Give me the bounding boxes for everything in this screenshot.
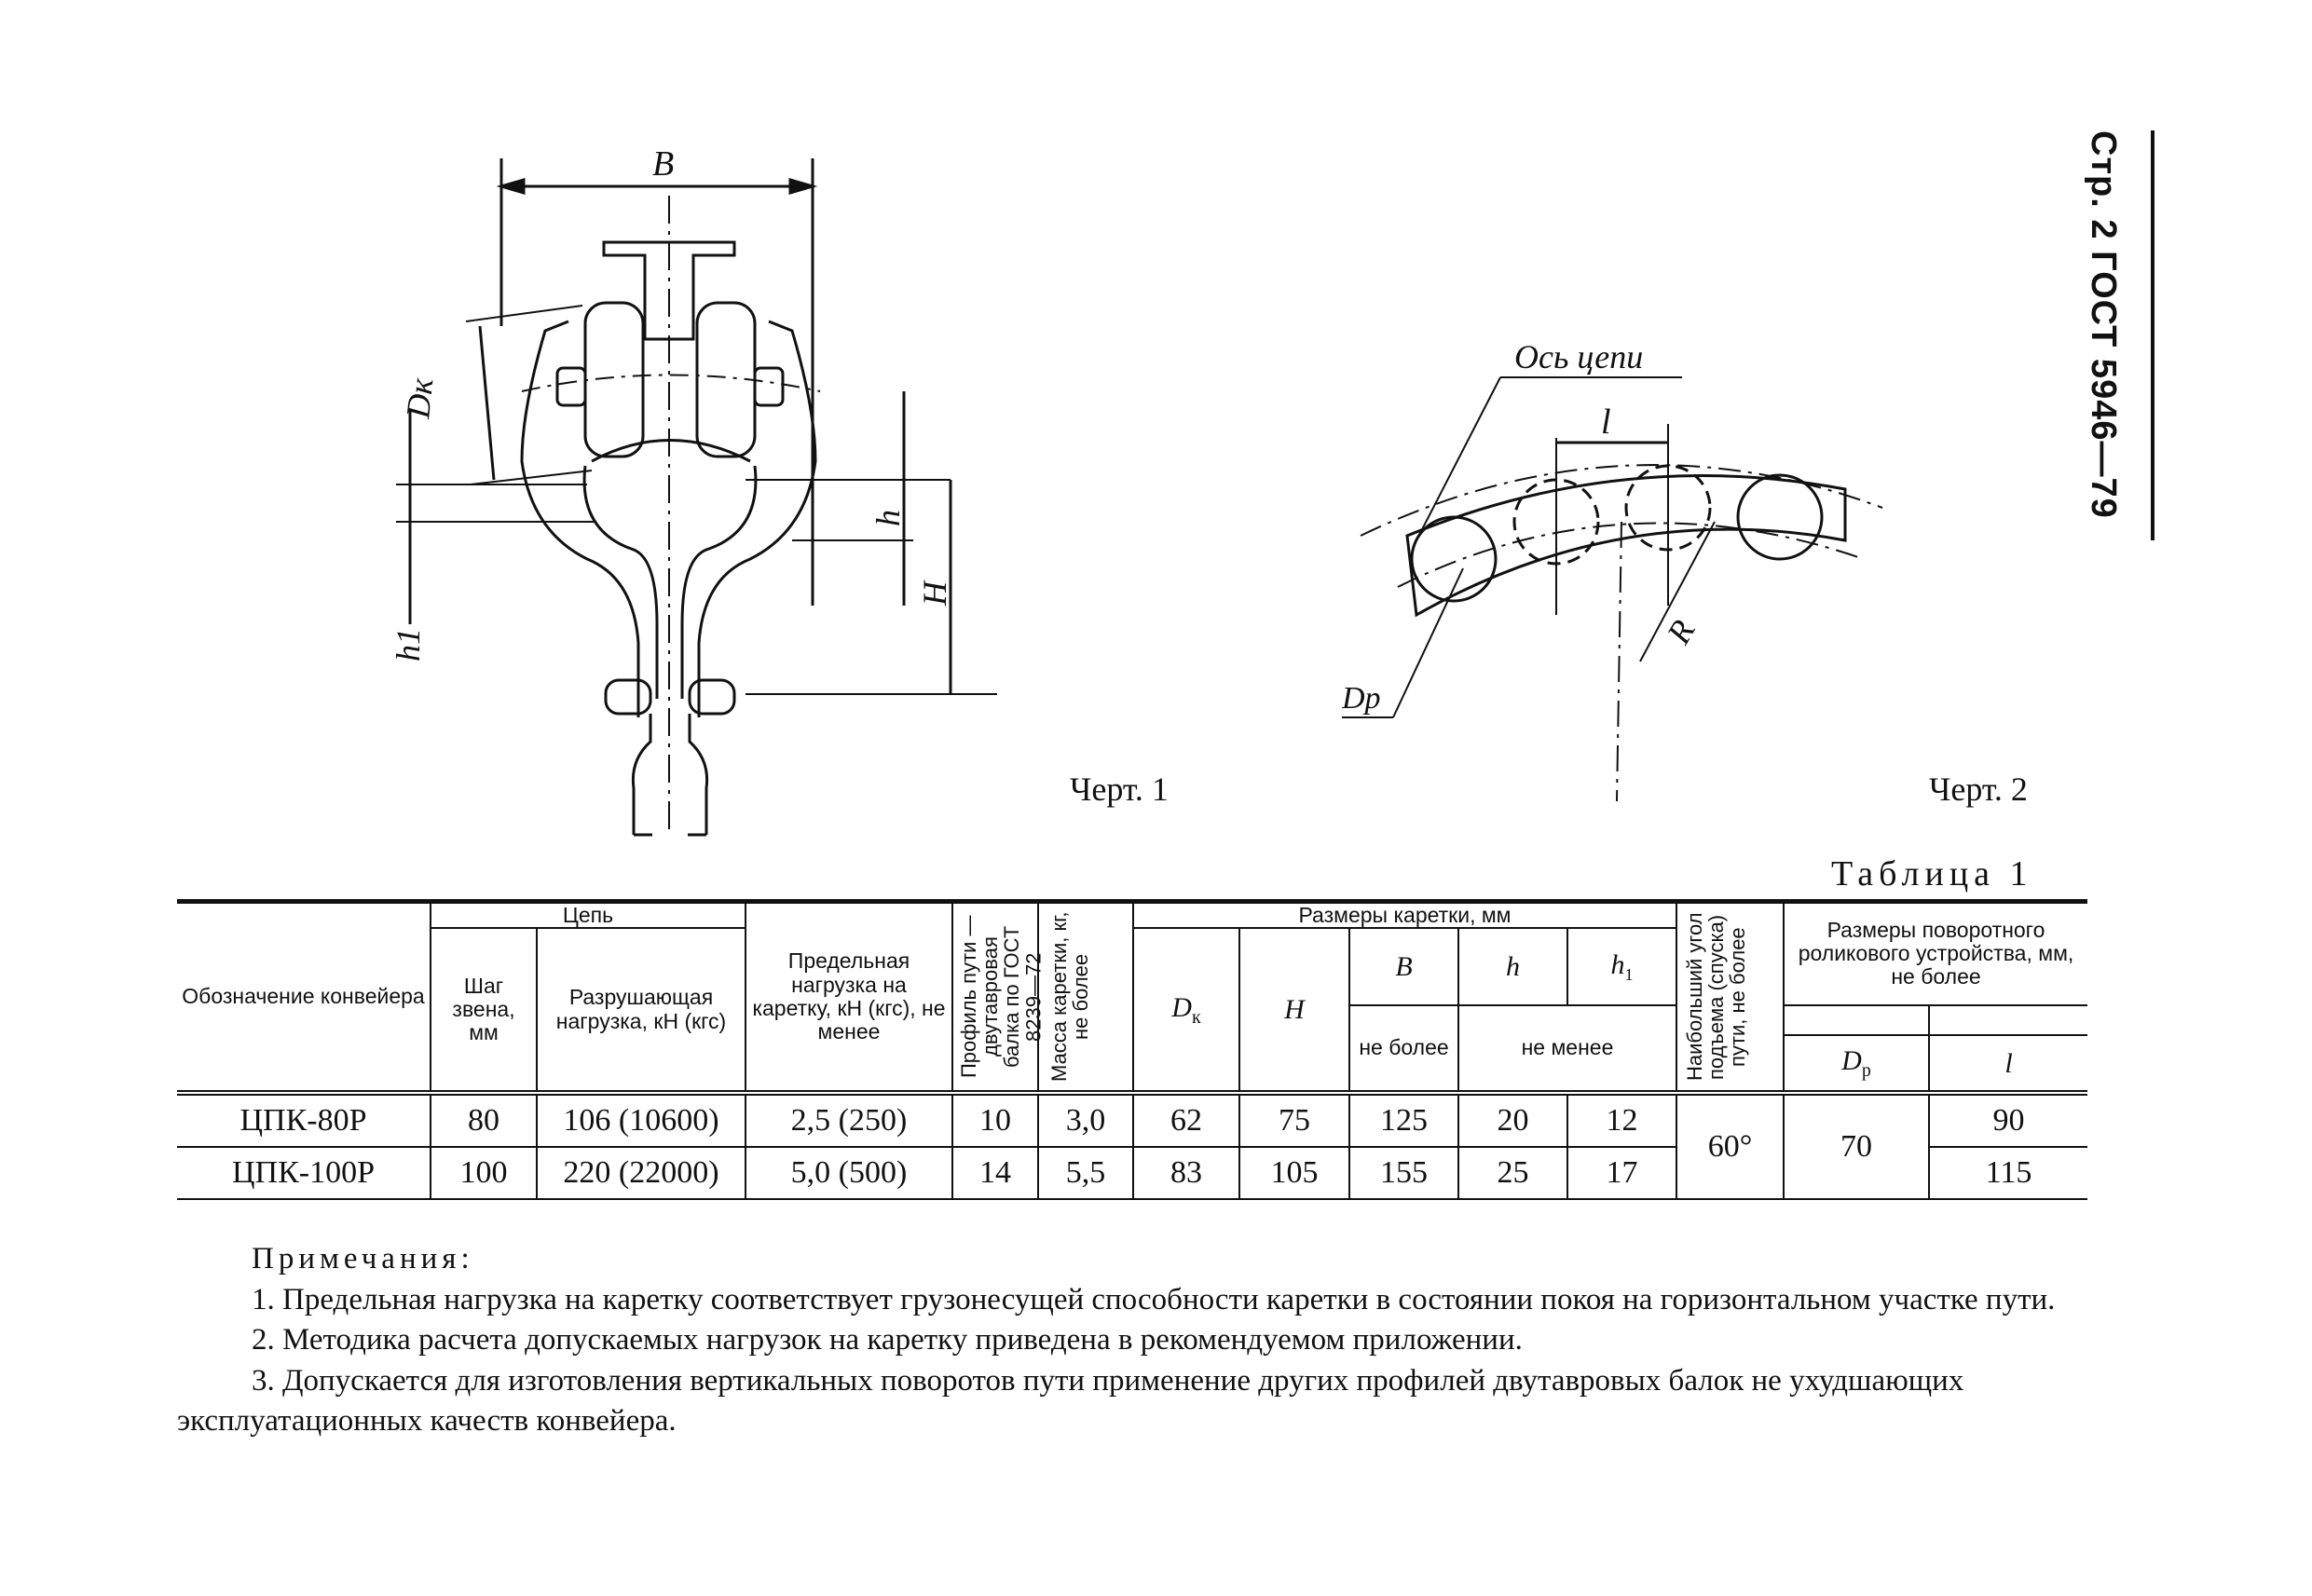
pin-right bbox=[690, 680, 734, 714]
notes bbox=[177, 1239, 2087, 1442]
col-B-not-more: не более bbox=[1349, 1005, 1458, 1093]
cell-pitch: 100 bbox=[431, 1147, 537, 1199]
col-mass bbox=[1038, 902, 1133, 1094]
figure-2-drawing bbox=[1342, 335, 1901, 839]
col-h1-label: h bbox=[1610, 948, 1625, 980]
col-H: H bbox=[1239, 928, 1349, 1093]
col-designation: Обозначение конвейера bbox=[177, 902, 431, 1094]
col-Dp-label: D bbox=[1841, 1045, 1862, 1076]
col-breaking-load: Разрушающая нагрузка, кН (кгс) bbox=[537, 928, 746, 1093]
col-profile bbox=[952, 902, 1046, 1094]
table-label: Таблица 1 bbox=[1831, 854, 2033, 893]
label-h1: h1 bbox=[390, 628, 427, 662]
cell-pitch: 80 bbox=[431, 1093, 537, 1147]
col-h-not-less: не менее bbox=[1458, 1005, 1676, 1093]
cell-name: ЦПК-80Р bbox=[177, 1093, 431, 1147]
note-item: 2. Методика расчета допускаемых нагрузок на каретку приведена в рекомендуемом приложении. bbox=[252, 1323, 1523, 1357]
label-l: l bbox=[1601, 402, 1611, 442]
col-Dk bbox=[1133, 928, 1239, 1093]
table-row bbox=[177, 1093, 2087, 1147]
cell-B: 155 bbox=[1349, 1147, 1458, 1199]
roller-axis bbox=[522, 375, 820, 392]
cell-h: 25 bbox=[1458, 1147, 1567, 1199]
cell-H: 105 bbox=[1239, 1147, 1349, 1199]
cell-mass: 3,0 bbox=[1038, 1093, 1133, 1147]
label-H: H bbox=[916, 581, 953, 606]
col-carriage-dims: Размеры каретки, мм bbox=[1133, 902, 1676, 929]
col-pitch: Шаг звена, мм bbox=[431, 928, 537, 1093]
roller-axle-left bbox=[557, 368, 585, 405]
label-Dk: Dк bbox=[399, 376, 441, 420]
cell-Dp: 70 bbox=[1784, 1093, 1929, 1199]
col-limit-load: Предельная нагрузка на каретку, кН (кгс), не менее bbox=[746, 902, 952, 1094]
col-Dk-label: D bbox=[1171, 991, 1192, 1023]
label-R: R bbox=[1659, 613, 1703, 650]
cell-angle: 60° bbox=[1676, 1093, 1784, 1199]
col-profile-text: Профиль пути — двутавровая балка по ГОСТ 8239—72 bbox=[957, 915, 1046, 1079]
cell-Dk: 83 bbox=[1133, 1147, 1239, 1199]
col-Dk-sub: к bbox=[1191, 1006, 1201, 1028]
roller-4 bbox=[1738, 475, 1822, 559]
col-Dp-cell bbox=[1784, 1035, 1929, 1093]
page-header-text: Стр. 2 ГОСТ 5946—79 bbox=[2084, 130, 2123, 519]
notes-title: Примечания: bbox=[252, 1242, 474, 1275]
col-h: h bbox=[1458, 928, 1567, 1004]
spec-table bbox=[177, 899, 2087, 1200]
note-item: 1. Предельная нагрузка на каретку соответствует грузонесущей способности каретки в состоянии покоя на горизонтальном участке пути. bbox=[252, 1282, 2056, 1316]
col-rotary-dims: Размеры поворотного роликового устройства, мм, не более bbox=[1784, 902, 2087, 1005]
cell-profile: 14 bbox=[952, 1147, 1038, 1199]
cell-Dk: 62 bbox=[1133, 1093, 1239, 1147]
cell-l: 115 bbox=[1929, 1147, 2087, 1199]
roller-left bbox=[585, 303, 643, 457]
figure-2-caption: Черт. 2 bbox=[1929, 771, 2028, 808]
col-mass-text: Масса каретки, кг, не более bbox=[1047, 911, 1093, 1083]
col-l-spacer bbox=[1929, 1005, 2087, 1035]
cell-breaking: 220 (22000) bbox=[537, 1147, 746, 1199]
col-h1-sub: 1 bbox=[1624, 964, 1634, 984]
cell-limit: 5,0 (500) bbox=[746, 1147, 952, 1199]
col-B: B bbox=[1349, 928, 1458, 1004]
col-Dp bbox=[1784, 1005, 1929, 1035]
dim-Dk-ext-bottom bbox=[471, 471, 592, 484]
col-max-angle-text: Наибольший угол подъема (спуска) пути, не более bbox=[1682, 912, 1749, 1082]
dim-Dk-ext-top bbox=[466, 306, 582, 321]
cell-h1: 17 bbox=[1567, 1147, 1676, 1199]
cell-profile: 10 bbox=[952, 1093, 1038, 1147]
label-h: h bbox=[869, 510, 907, 526]
col-Dp-sub: р bbox=[1861, 1060, 1871, 1081]
carriage-crossbar bbox=[592, 441, 750, 462]
note-item: 3. Допускается для изготовления вертикальных поворотов пути применение других профилей двутавровых балок не ухудшающих эксплуатационных качеств конвейера. bbox=[177, 1363, 1964, 1439]
pin-left bbox=[606, 680, 650, 714]
label-axis: Ось цепи bbox=[1514, 338, 1644, 375]
header-rule bbox=[2151, 130, 2155, 540]
roller-axle-right bbox=[755, 368, 783, 405]
label-Dp: Dp bbox=[1342, 681, 1381, 716]
chain-band bbox=[1407, 476, 1845, 615]
col-h1 bbox=[1567, 928, 1676, 1004]
carriage-body-outer bbox=[522, 321, 815, 717]
label-B: B bbox=[652, 144, 675, 184]
cell-limit: 2,5 (250) bbox=[746, 1093, 952, 1147]
col-max-angle bbox=[1676, 902, 1784, 1094]
cell-name: ЦПК-100Р bbox=[177, 1147, 431, 1199]
cell-mass: 5,5 bbox=[1038, 1147, 1133, 1199]
cell-h: 20 bbox=[1458, 1093, 1567, 1147]
cell-H: 75 bbox=[1239, 1093, 1349, 1147]
dim-Dk-line bbox=[480, 326, 494, 480]
radius-center-line bbox=[1617, 522, 1621, 801]
page-header bbox=[2084, 130, 2151, 559]
cell-breaking: 106 (10600) bbox=[537, 1093, 746, 1147]
figure-1-drawing bbox=[354, 140, 1025, 848]
cell-h1: 12 bbox=[1567, 1093, 1676, 1147]
figure-1-caption: Черт. 1 bbox=[1070, 771, 1169, 808]
col-l: l bbox=[1929, 1035, 2087, 1093]
col-chain: Цепь bbox=[431, 902, 746, 929]
cell-B: 125 bbox=[1349, 1093, 1458, 1147]
cell-l: 90 bbox=[1929, 1093, 2087, 1147]
